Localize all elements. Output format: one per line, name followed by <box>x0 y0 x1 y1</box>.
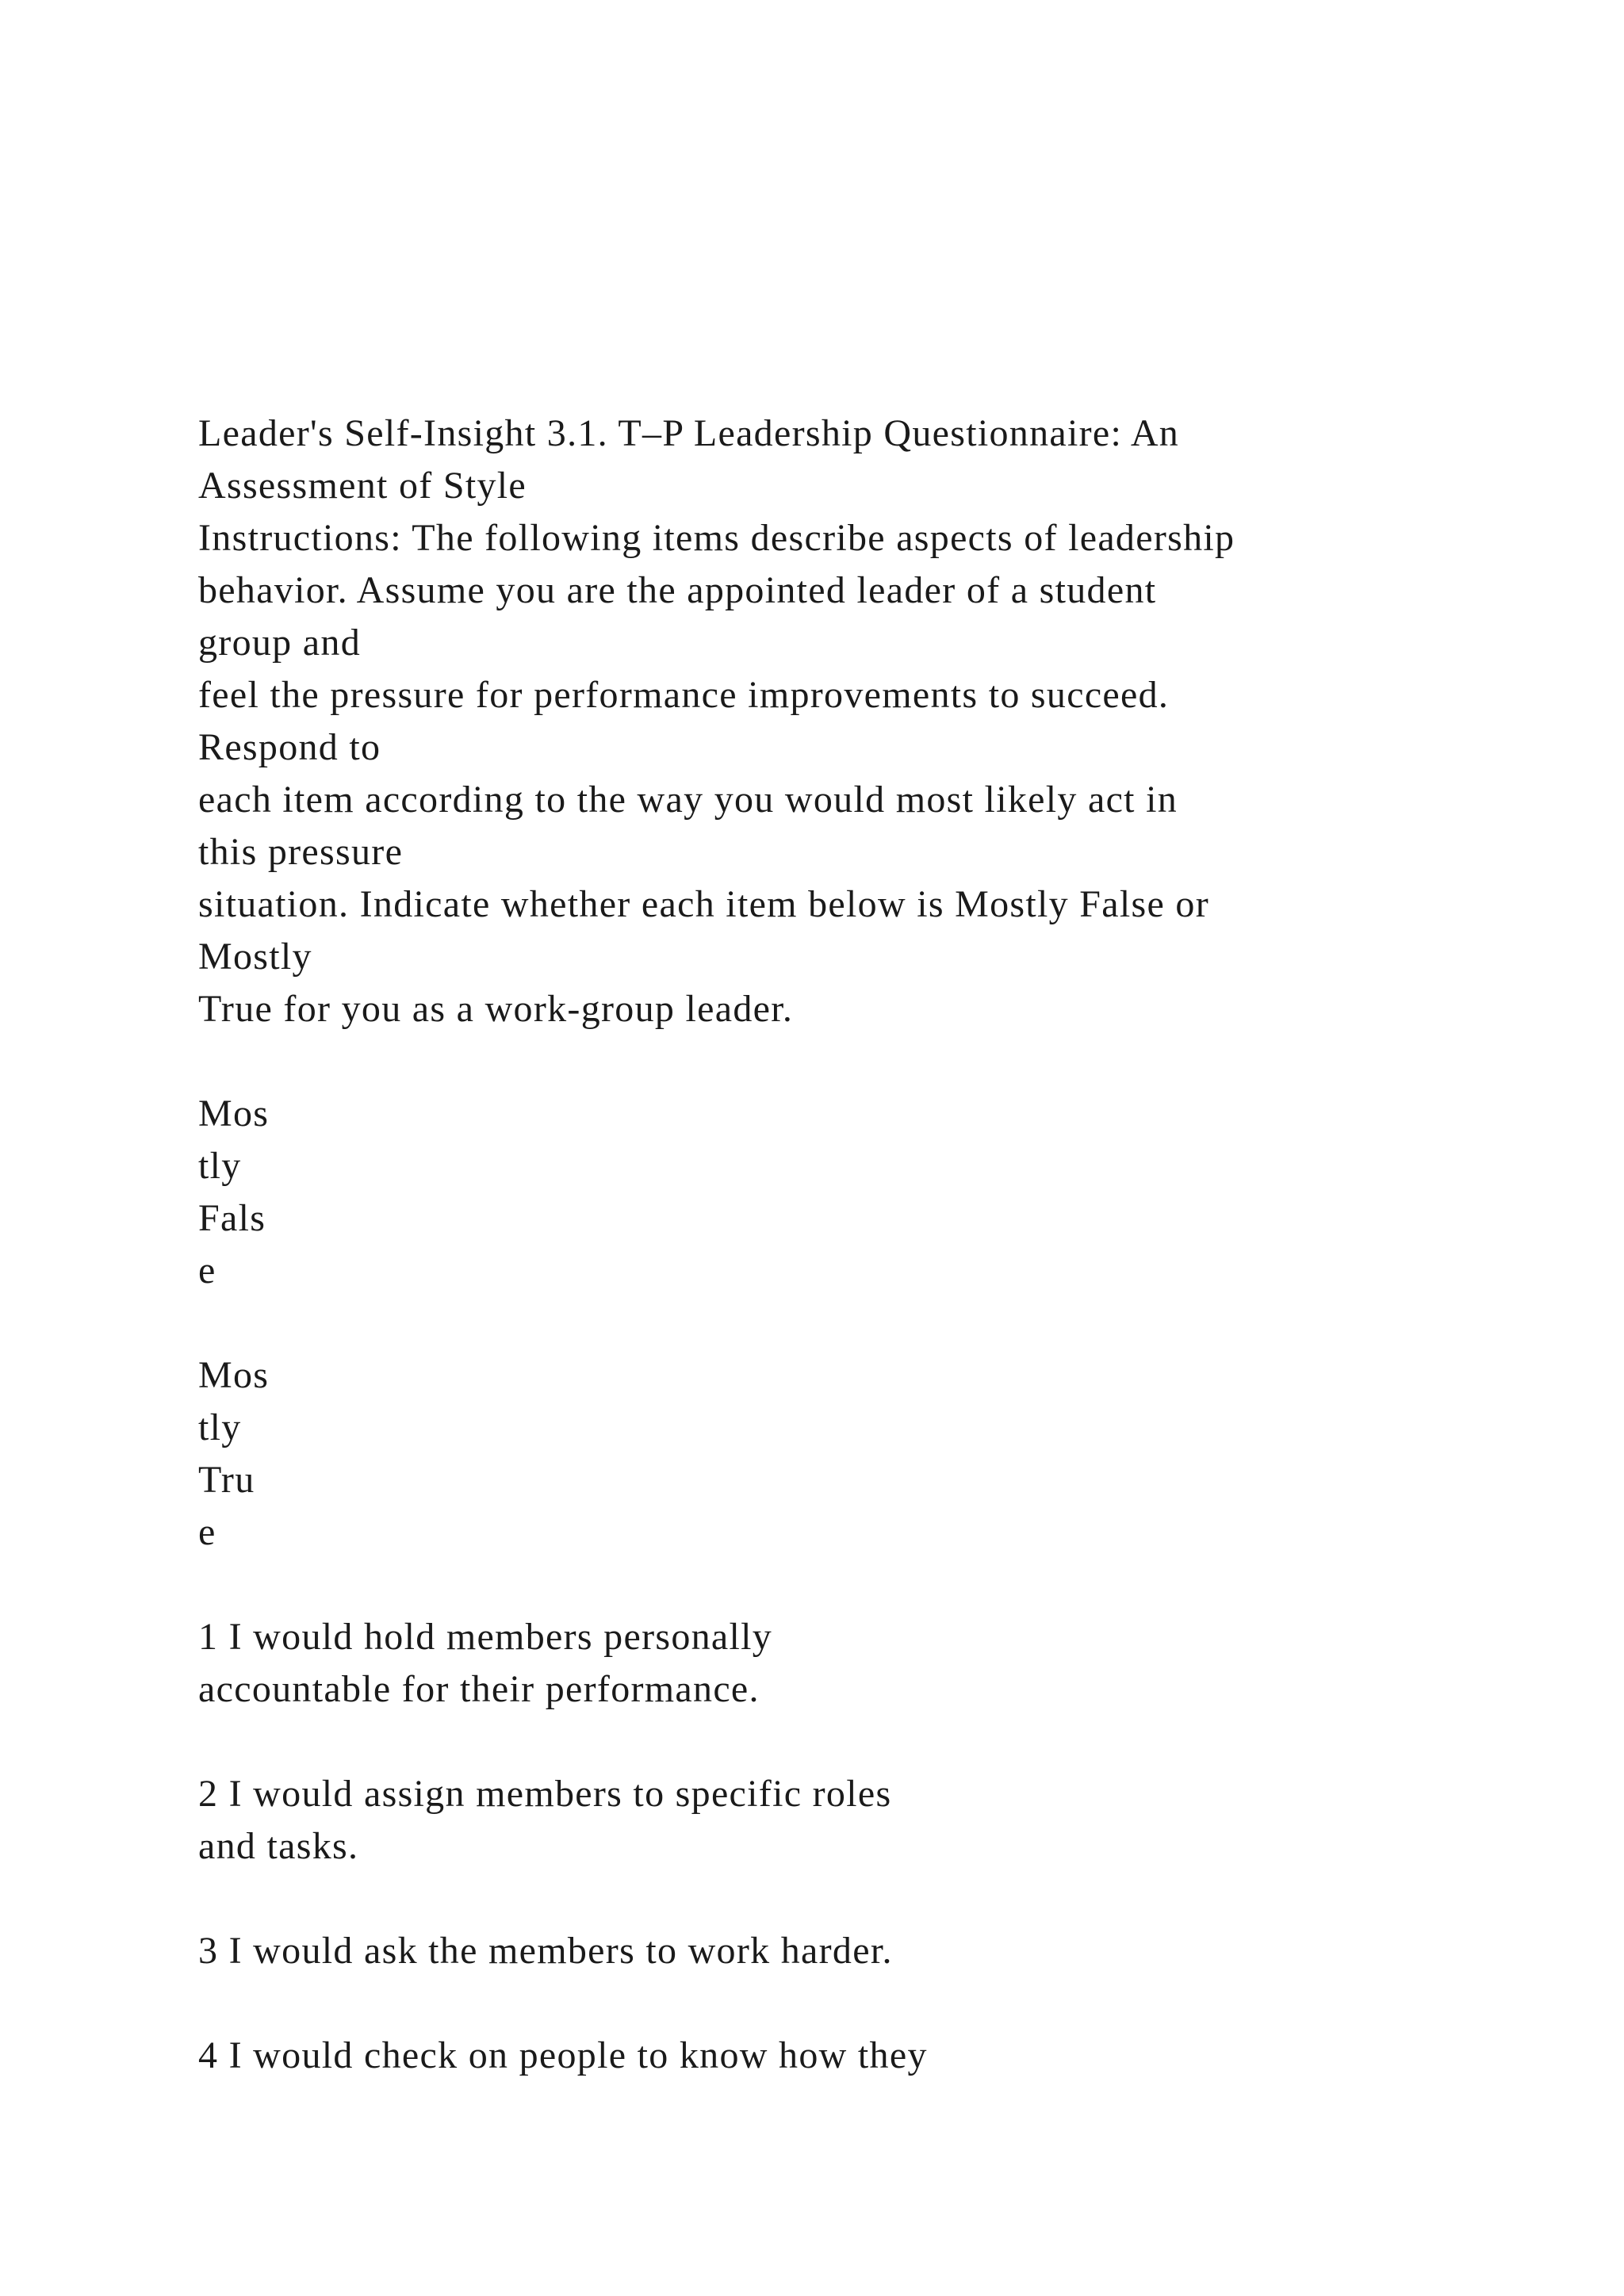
item-3-line-1: 3 I would ask the members to work harder. <box>198 1930 893 1972</box>
instructions-line-5: Respond to <box>198 726 381 768</box>
instructions-line-7: this pressure <box>198 831 404 873</box>
column-header-mostly-true-2: tly <box>198 1406 242 1448</box>
instructions-line-2: behavior. Assume you are the appointed leader of a student <box>198 569 1157 611</box>
blank-line <box>198 1873 1546 1925</box>
item-2-line-2: and tasks. <box>198 1825 359 1867</box>
blank-line <box>198 1297 1546 1349</box>
blank-line <box>198 1559 1546 1611</box>
column-header-mostly-true-4: e <box>198 1511 216 1553</box>
instructions-line-1: Instructions: The following items describe aspects of leadership <box>198 517 1235 559</box>
column-header-mostly-false-3: Fals <box>198 1197 266 1239</box>
item-1-line-1: 1 I would hold members personally <box>198 1616 773 1658</box>
column-header-mostly-false-1: Mos <box>198 1093 270 1135</box>
column-header-mostly-false-4: e <box>198 1249 216 1292</box>
column-header-mostly-true-1: Mos <box>198 1354 270 1396</box>
blank-line <box>198 1977 1546 2030</box>
instructions-line-8: situation. Indicate whether each item below is Mostly False or <box>198 883 1209 925</box>
column-header-mostly-true-3: Tru <box>198 1459 255 1501</box>
item-4-line-1: 4 I would check on people to know how they <box>198 2034 928 2076</box>
title-line-1: Leader's Self-Insight 3.1. T–P Leadership Questionnaire: An <box>198 412 1180 454</box>
instructions-line-3: group and <box>198 622 361 664</box>
document-body <box>198 408 1546 2082</box>
instructions-line-10: True for you as a work-group leader. <box>198 988 794 1030</box>
column-header-mostly-false-2: tly <box>198 1145 242 1187</box>
blank-line <box>198 1035 1546 1088</box>
title-line-2: Assessment of Style <box>198 465 527 507</box>
item-2-line-1: 2 I would assign members to specific roles <box>198 1773 892 1815</box>
instructions-line-9: Mostly <box>198 936 312 978</box>
instructions-line-4: feel the pressure for performance improvements to succeed. <box>198 674 1170 716</box>
instructions-line-6: each item according to the way you would most likely act in <box>198 779 1178 821</box>
item-1-line-2: accountable for their performance. <box>198 1668 760 1710</box>
blank-line <box>198 1716 1546 1768</box>
